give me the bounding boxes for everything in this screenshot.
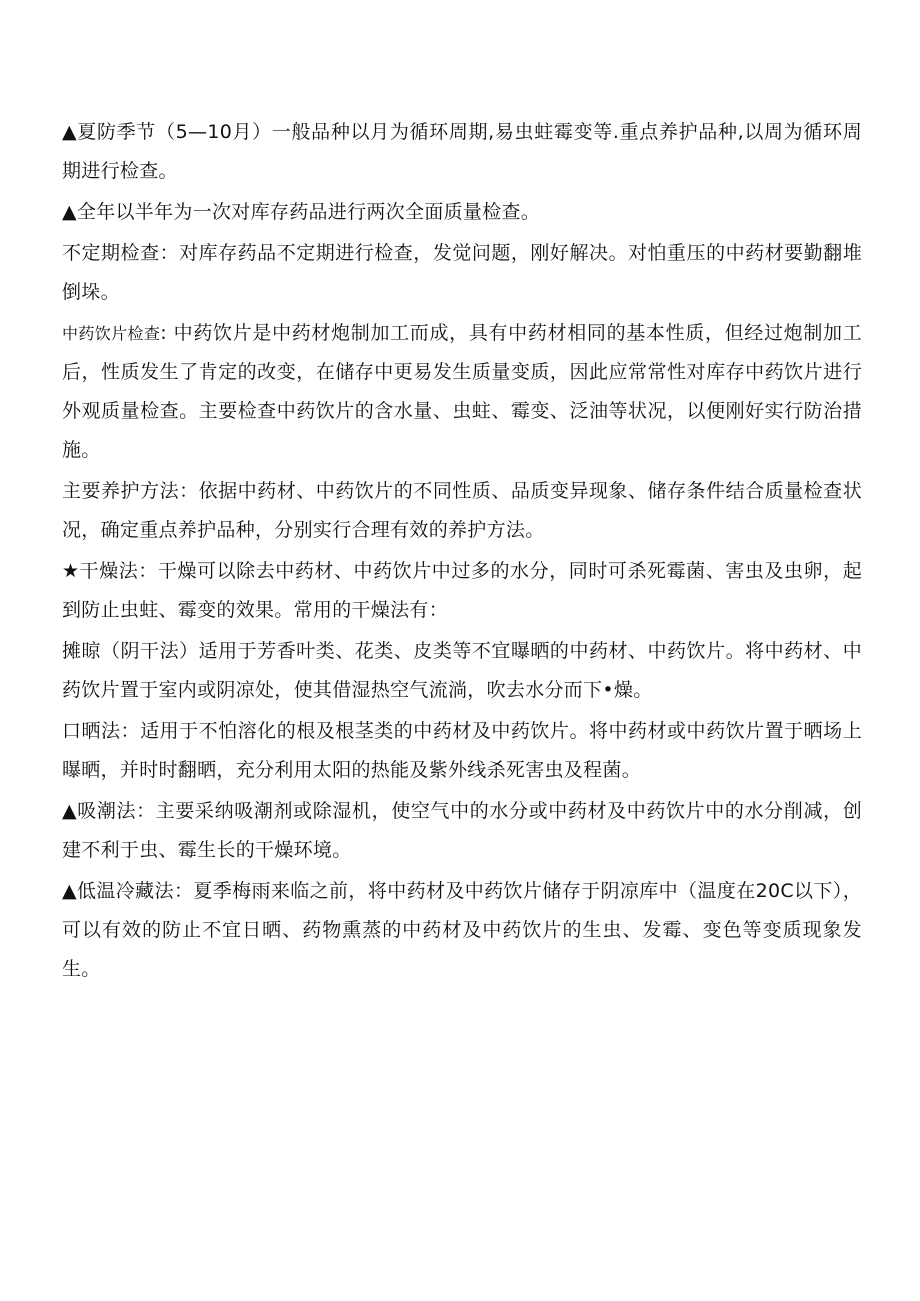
- paragraph-text: ▲低温冷藏法：夏季梅雨来临之前，将中药材及中药饮片储存于阴凉库中（温度在20C以下），可以有效的防止不宜日晒、药物熏蒸的中药材及中药饮片的生虫、发霉、变色等变质现象发生。: [62, 880, 862, 980]
- paragraph-text: 不定期检查：对库存药品不定期进行检查，发觉问题，刚好解决。对怕重压的中药材要勤翻堆倒垛。: [62, 242, 862, 303]
- paragraph: [62, 712, 862, 790]
- paragraph-text: 摊晾（阴干法）适用于芳香叶类、花类、皮类等不宜曝晒的中药材、中药饮片。将中药材、中药饮片置于室内或阴凉处，使其借湿热空气流淌，吹去水分而下•燥。: [62, 640, 862, 701]
- document-body: [62, 113, 862, 991]
- paragraph-text: 口晒法：适用于不怕溶化的根及根茎类的中药材及中药饮片。将中药材或中药饮片置于晒场上曝晒，并时时翻晒，充分利用太阳的热能及紫外线杀死害虫及程菌。: [62, 720, 862, 781]
- paragraph-text: ★干燥法：干燥可以除去中药材、中药饮片中过多的水分，同时可杀死霉菌、害虫及虫卵，起到防止虫蛀、霉变的效果。常用的干燥法有：: [62, 560, 862, 621]
- paragraph: [62, 193, 862, 232]
- paragraph-text: ▲吸潮法：主要采纳吸潮剂或除湿机，使空气中的水分或中药材及中药饮片中的水分削减，创建不利于虫、霉生长的干燥环境。: [62, 800, 862, 861]
- paragraph: [62, 872, 862, 989]
- paragraph-lead: 中药饮片检查: [62, 324, 161, 343]
- paragraph-text: 主要养护方法：依据中药材、中药饮片的不同性质、品质变异现象、储存条件结合质量检查状况，确定重点养护品种，分别实行合理有效的养护方法。: [62, 480, 862, 541]
- paragraph: [62, 113, 862, 191]
- paragraph-text: ▲夏防季节（5—10月）一般品种以月为循环周期,易虫蛀霉变等.重点养护品种,以周为循环周期进行检查。: [62, 121, 862, 182]
- paragraph: [62, 472, 862, 550]
- paragraph-text: : 中药饮片是中药材炮制加工而成，具有中药材相同的基本性质，但经过炮制加工后，性质发生了肯定的改变，在储存中更易发生质量变质，因此应常常性对库存中药饮片进行外观质量检查。主要检查中药饮片的含水量、虫蛀、霉变、泛油等状况，以便刚好实行防治措施。: [62, 322, 862, 461]
- paragraph: [62, 552, 862, 630]
- paragraph: [62, 234, 862, 312]
- paragraph-text: ▲全年以半年为一次对库存药品进行两次全面质量检查。: [62, 201, 541, 223]
- paragraph: [62, 314, 862, 470]
- paragraph: [62, 792, 862, 870]
- paragraph: [62, 632, 862, 710]
